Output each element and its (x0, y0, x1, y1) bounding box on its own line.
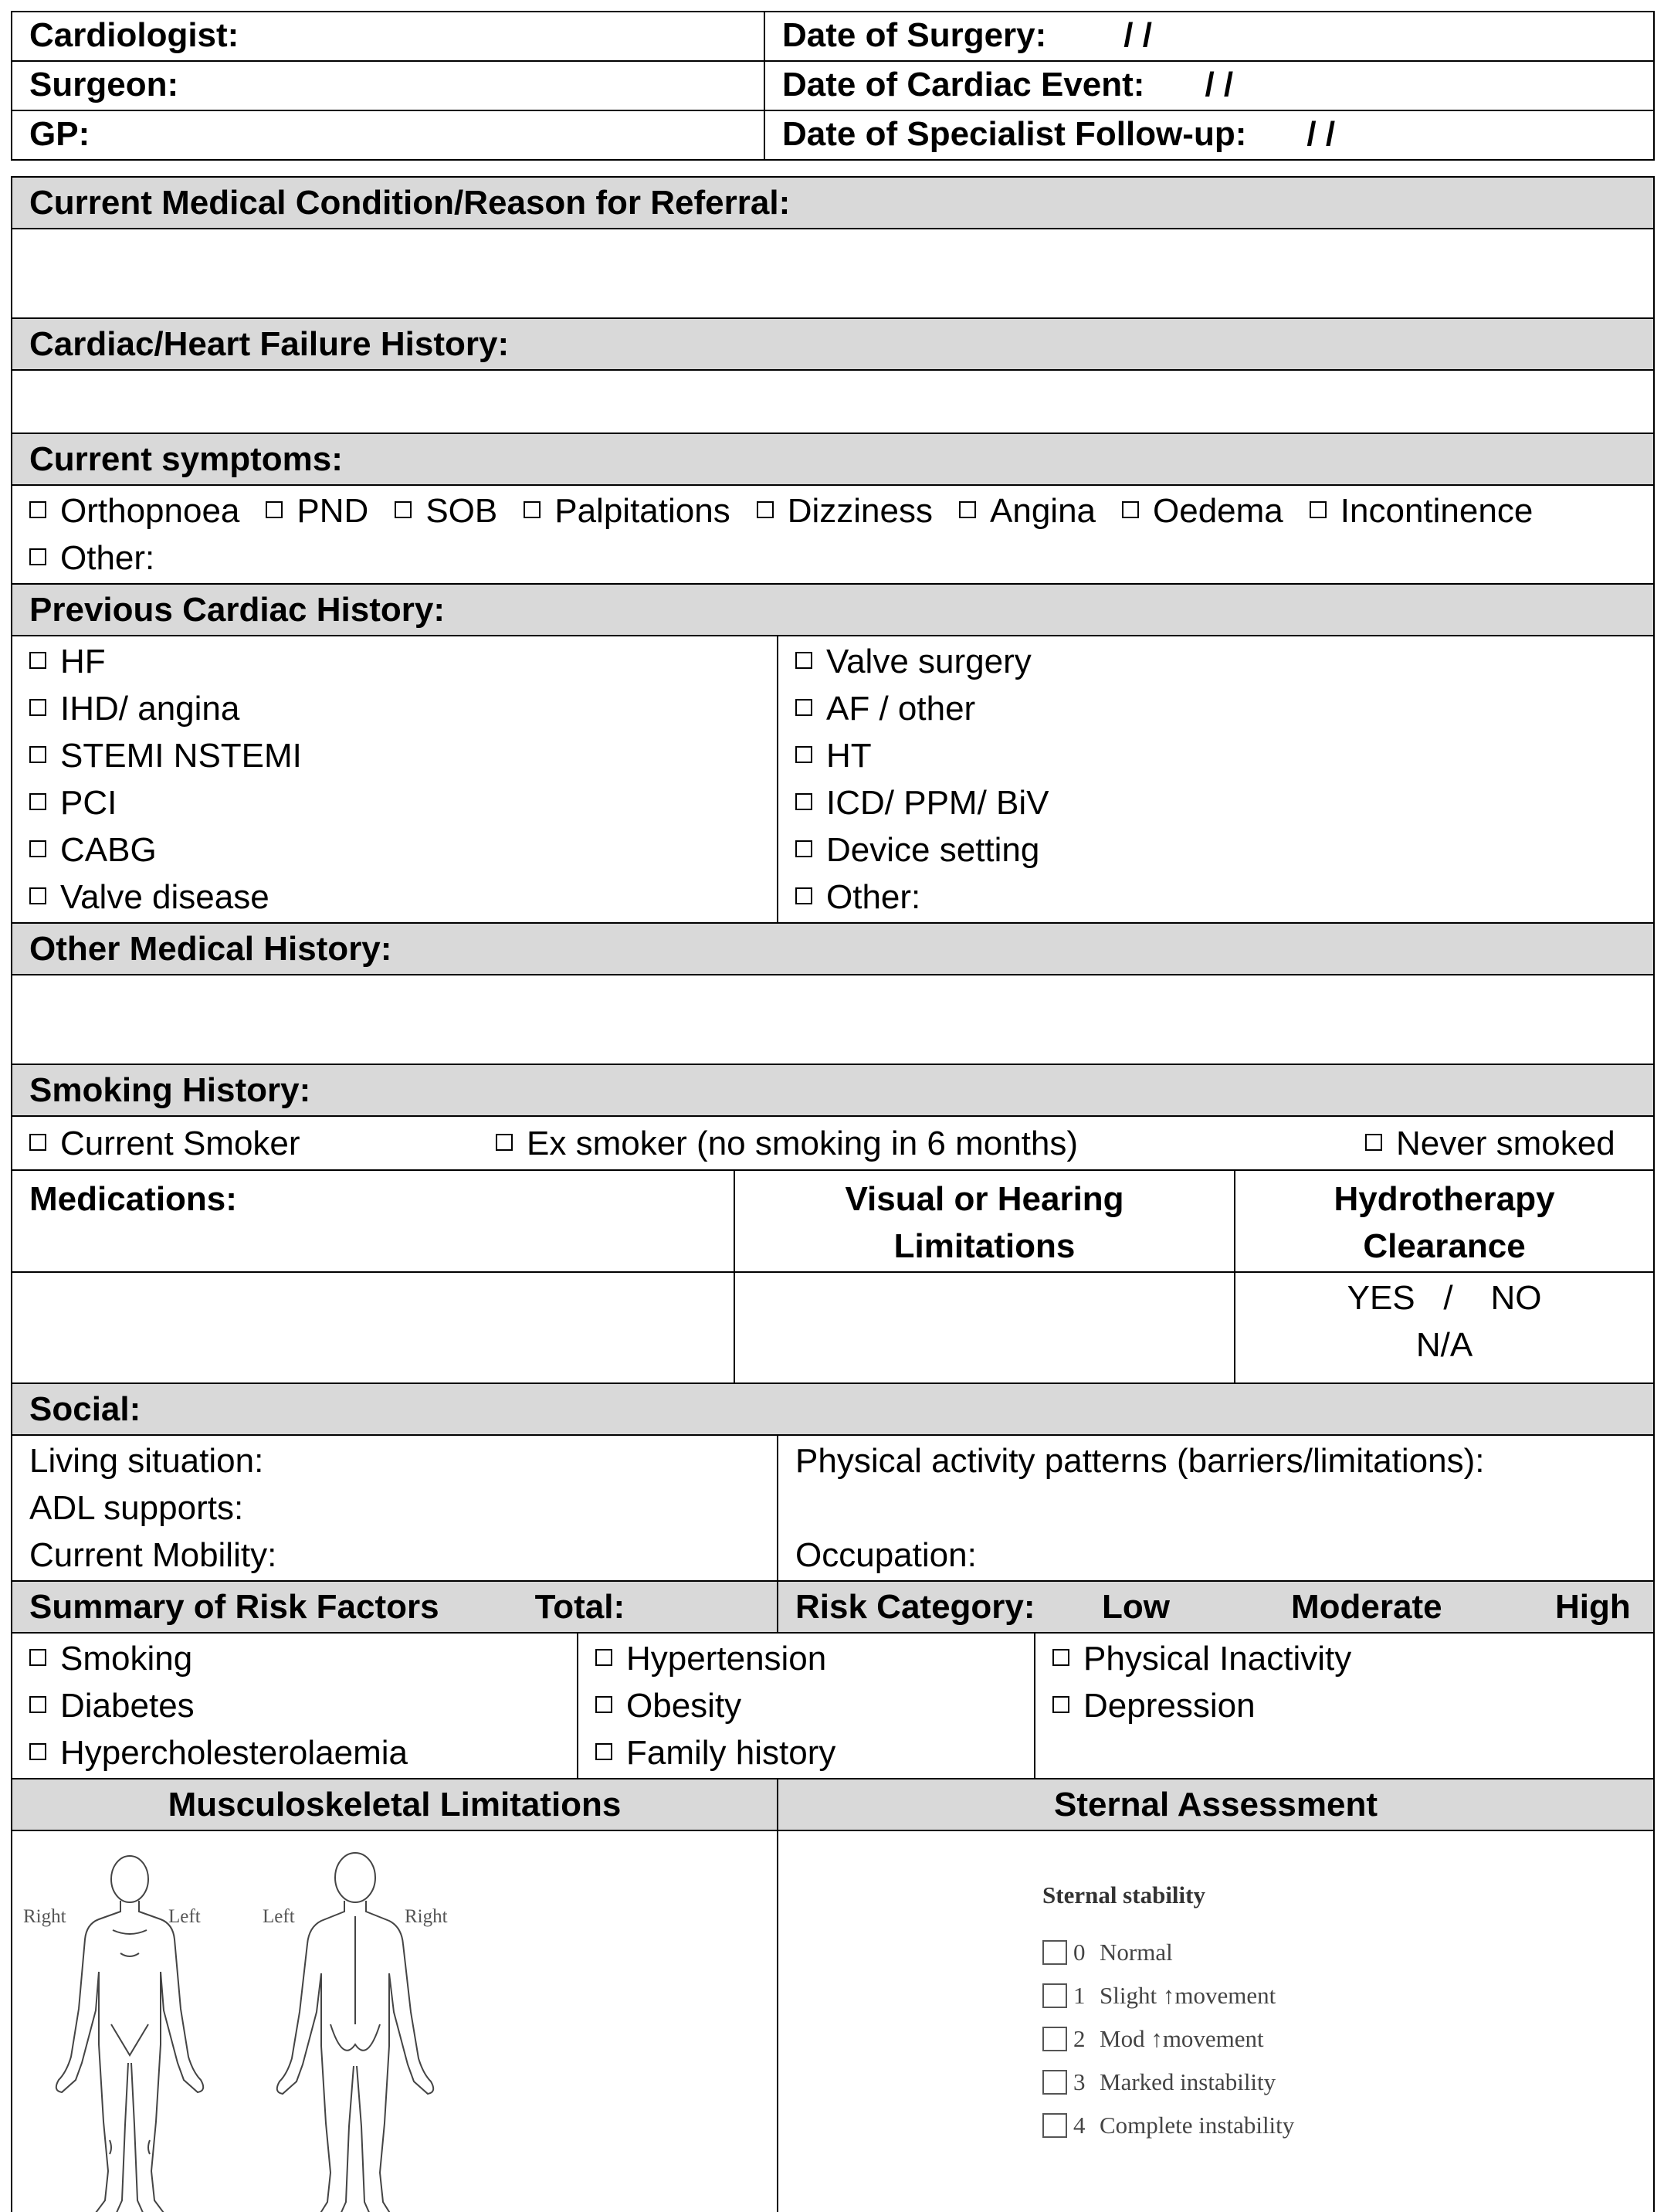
referral-heading: Current Medical Condition/Reason for Referral: (12, 177, 1654, 229)
history-stemi-nstemi[interactable]: STEMI NSTEMI (29, 732, 760, 779)
checkbox-icon[interactable] (1122, 501, 1139, 518)
risk-physical-inactivity[interactable]: Physical Inactivity (1052, 1635, 1638, 1682)
visual-hearing-heading: Visual or Hearing Limitations (734, 1170, 1235, 1272)
history-valve-surgery[interactable]: Valve surgery (795, 638, 1636, 685)
smoking-never-option[interactable]: Never smoked (1365, 1120, 1615, 1167)
history-pci[interactable]: PCI (29, 779, 760, 826)
history-af-other[interactable]: AF / other (795, 685, 1636, 732)
checkbox-icon[interactable] (1042, 2070, 1067, 2095)
heart-failure-heading: Cardiac/Heart Failure History: (12, 318, 1654, 370)
history-device-setting[interactable]: Device setting (795, 826, 1636, 874)
checkbox-icon[interactable] (29, 793, 46, 810)
current-mobility-field[interactable]: Current Mobility: (29, 1536, 277, 1574)
symptom-oedema[interactable]: Oedema (1122, 487, 1283, 534)
risk-hypercholesterolaemia[interactable]: Hypercholesterolaemia (29, 1729, 560, 1776)
smoking-ex-option[interactable]: Ex smoker (no smoking in 6 months) (496, 1120, 1078, 1167)
date-of-surgery-label: Date of Surgery: (782, 16, 1047, 54)
sternal-option-complete[interactable]: 4 Complete instability (1042, 2104, 1294, 2147)
sternal-option-mod[interactable]: 2 Mod ↑movement (1042, 2017, 1294, 2061)
checkbox-icon[interactable] (795, 699, 812, 716)
social-left-column (12, 1435, 778, 1581)
checkbox-icon[interactable] (29, 1134, 46, 1151)
previous-cardiac-right-column (778, 636, 1654, 923)
checkbox-icon[interactable] (1052, 1696, 1069, 1713)
checkbox-icon[interactable] (1042, 2027, 1067, 2051)
date-of-cardiac-event-slashes: / / (1205, 66, 1234, 103)
history-valve-disease[interactable]: Valve disease (29, 874, 760, 921)
risk-level-high[interactable]: High (1555, 1588, 1631, 1626)
back-right-label: Right (405, 1906, 448, 1927)
physical-activity-field[interactable]: Physical activity patterns (barriers/limitations): (795, 1442, 1485, 1480)
checkbox-icon[interactable] (29, 840, 46, 857)
symptoms-checklist (12, 485, 1654, 584)
sternal-stability-title: Sternal stability (1042, 1881, 1205, 1908)
medications-entry-field[interactable] (12, 1272, 734, 1383)
checkbox-icon[interactable] (795, 793, 812, 810)
risk-factors-column-2 (578, 1634, 1035, 1778)
hydrotherapy-heading: Hydrotherapy Clearance (1235, 1170, 1654, 1272)
sternal-option-marked[interactable]: 3 Marked instability (1042, 2061, 1294, 2104)
checkbox-icon[interactable] (496, 1134, 513, 1151)
checkbox-icon[interactable] (795, 887, 812, 904)
risk-family-history[interactable]: Family history (595, 1729, 1017, 1776)
history-icd-ppm-biv[interactable]: ICD/ PPM/ BiV (795, 779, 1636, 826)
surgeon-label: Surgeon: (29, 66, 179, 103)
checkbox-icon[interactable] (29, 652, 46, 669)
musculoskeletal-heading: Musculoskeletal Limitations (12, 1779, 778, 1830)
date-of-followup-field[interactable] (764, 110, 1654, 160)
referral-entry-field[interactable] (12, 229, 1654, 318)
checkbox-icon[interactable] (29, 1743, 46, 1760)
adl-supports-field[interactable]: ADL supports: (29, 1489, 244, 1527)
living-situation-field[interactable]: Living situation: (29, 1442, 264, 1480)
back-left-label: Left (263, 1906, 295, 1927)
occupation-field[interactable]: Occupation: (795, 1536, 977, 1574)
symptom-other[interactable]: Other: (29, 534, 154, 582)
front-left-label: Left (168, 1906, 201, 1927)
checkbox-icon[interactable] (795, 840, 812, 857)
checkbox-icon[interactable] (266, 501, 283, 518)
header-details-table (11, 11, 1655, 161)
risk-diabetes[interactable]: Diabetes (29, 1682, 560, 1729)
checkbox-icon[interactable] (1042, 1940, 1067, 1965)
symptom-orthopnoea[interactable]: Orthopnoea (29, 487, 239, 534)
history-ihd-angina[interactable]: IHD/ angina (29, 685, 760, 732)
history-hf[interactable]: HF (29, 638, 760, 685)
smoking-heading: Smoking History: (12, 1064, 1654, 1116)
social-right-column (778, 1435, 1654, 1581)
risk-depression[interactable]: Depression (1052, 1682, 1638, 1729)
symptom-dizziness[interactable]: Dizziness (757, 487, 933, 534)
symptom-angina[interactable]: Angina (959, 487, 1096, 534)
date-of-cardiac-event-field[interactable] (764, 61, 1654, 110)
history-other[interactable]: Other: (795, 874, 1636, 921)
risk-summary-heading: Summary of Risk Factors Total: (12, 1581, 778, 1633)
checkbox-icon[interactable] (1052, 1649, 1069, 1666)
checkbox-icon[interactable] (1042, 1983, 1067, 2008)
cardiologist-field[interactable] (12, 12, 764, 61)
hydrotherapy-na[interactable]: N/A (1415, 1326, 1473, 1364)
checkbox-icon[interactable] (959, 501, 976, 518)
symptoms-heading: Current symptoms: (12, 433, 1654, 485)
symptom-incontinence[interactable]: Incontinence (1310, 487, 1534, 534)
checkbox-icon[interactable] (29, 1649, 46, 1666)
checkbox-icon[interactable] (29, 501, 46, 518)
heart-failure-entry-field[interactable] (12, 370, 1654, 433)
checkbox-icon[interactable] (29, 548, 46, 565)
checkbox-icon[interactable] (29, 746, 46, 763)
checkbox-icon[interactable] (795, 652, 812, 669)
sternal-option-normal[interactable]: 0 Normal (1042, 1931, 1294, 1974)
checkbox-icon[interactable] (595, 1743, 612, 1760)
checkbox-icon[interactable] (595, 1649, 612, 1666)
history-ht[interactable]: HT (795, 732, 1636, 779)
cardiologist-label: Cardiologist: (29, 16, 239, 54)
body-chart-diagram[interactable] (12, 1831, 780, 2212)
risk-factors-grid (12, 1633, 1654, 1779)
smoking-current-option[interactable]: Current Smoker (29, 1120, 300, 1167)
previous-cardiac-left-column (12, 636, 778, 923)
symptom-sob[interactable]: SOB (395, 487, 497, 534)
sternal-stability-cell (778, 1830, 1654, 2212)
surgeon-field[interactable] (12, 61, 764, 110)
checkbox-icon[interactable] (1042, 2113, 1067, 2138)
sternal-option-slight[interactable]: 1 Slight ↑movement (1042, 1974, 1294, 2017)
risk-level-moderate[interactable]: Moderate (1291, 1588, 1442, 1626)
symptom-pnd[interactable]: PND (266, 487, 368, 534)
previous-cardiac-heading: Previous Cardiac History: (12, 584, 1654, 636)
risk-category-label: Risk Category: (795, 1588, 1035, 1626)
medications-heading: Medications: (12, 1170, 734, 1272)
other-medical-heading: Other Medical History: (12, 923, 1654, 975)
checkbox-icon[interactable] (29, 887, 46, 904)
checkbox-icon[interactable] (29, 699, 46, 716)
social-heading: Social: (12, 1383, 1654, 1435)
sternal-heading: Sternal Assessment (778, 1779, 1654, 1830)
assessment-table (11, 176, 1655, 2212)
history-cabg[interactable]: CABG (29, 826, 760, 874)
date-of-cardiac-event-label: Date of Cardiac Event: (782, 66, 1145, 103)
risk-hypertension[interactable]: Hypertension (595, 1635, 1017, 1682)
date-of-surgery-field[interactable] (764, 12, 1654, 61)
body-chart-cell[interactable] (12, 1830, 778, 2212)
hydrotherapy-clearance-options[interactable] (1235, 1272, 1654, 1383)
date-of-surgery-slashes: / / (1123, 16, 1152, 54)
date-of-followup-label: Date of Specialist Follow-up: (782, 115, 1247, 153)
checkbox-icon[interactable] (795, 746, 812, 763)
sternal-stability-scale (1042, 1871, 1294, 2147)
risk-category-heading (778, 1581, 1654, 1633)
checkbox-icon[interactable] (524, 501, 541, 518)
hydrotherapy-yes-no[interactable]: YES / NO (1347, 1279, 1542, 1317)
risk-smoking[interactable]: Smoking (29, 1635, 560, 1682)
checkbox-icon[interactable] (1310, 501, 1327, 518)
front-right-label: Right (23, 1906, 66, 1927)
checkbox-icon[interactable] (1365, 1134, 1382, 1151)
risk-obesity[interactable]: Obesity (595, 1682, 1017, 1729)
checkbox-icon[interactable] (29, 1696, 46, 1713)
checkbox-icon[interactable] (757, 501, 774, 518)
risk-total-label: Total: (534, 1588, 625, 1626)
gp-label: GP: (29, 115, 90, 153)
risk-factors-column-1 (12, 1634, 578, 1778)
symptom-palpitations[interactable]: Palpitations (524, 487, 730, 534)
checkbox-icon[interactable] (595, 1696, 612, 1713)
visual-hearing-entry-field[interactable] (734, 1272, 1235, 1383)
other-medical-entry-field[interactable] (12, 975, 1654, 1064)
risk-factors-column-3 (1035, 1634, 1655, 1778)
risk-level-low[interactable]: Low (1102, 1588, 1170, 1626)
gp-field[interactable] (12, 110, 764, 160)
date-of-followup-slashes: / / (1306, 115, 1336, 153)
smoking-options (12, 1116, 1654, 1170)
checkbox-icon[interactable] (395, 501, 412, 518)
